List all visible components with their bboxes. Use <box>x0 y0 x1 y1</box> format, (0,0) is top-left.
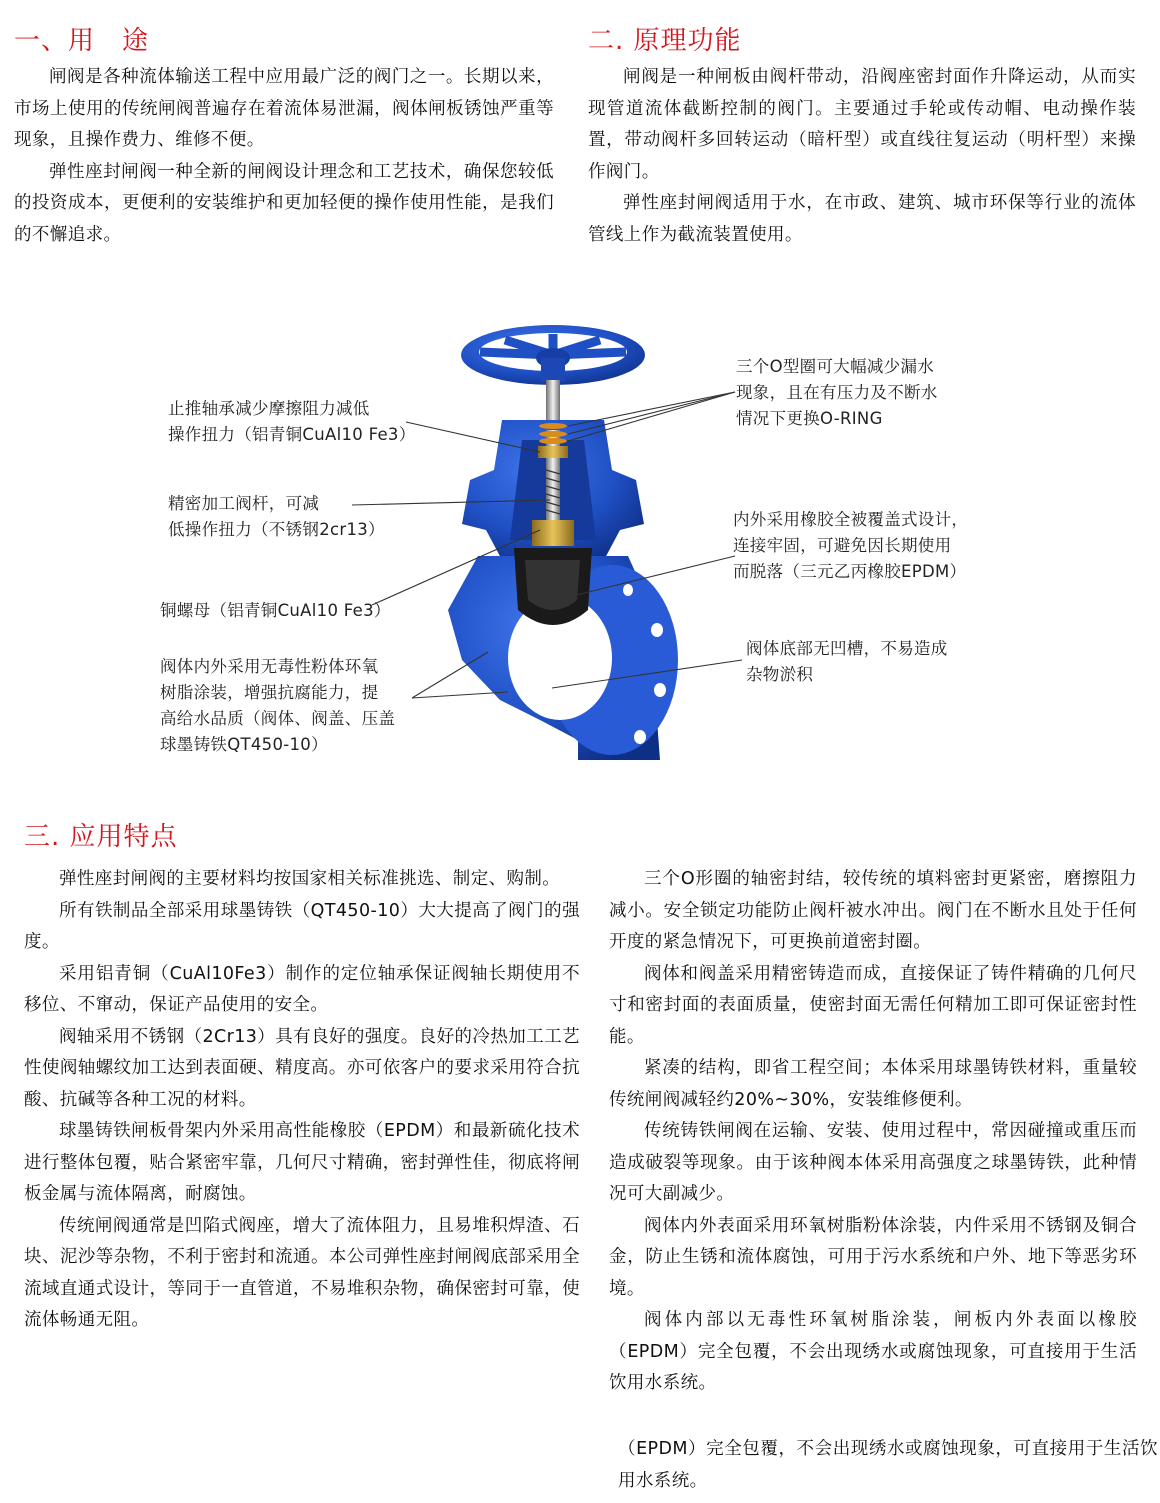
footer-note <box>618 1434 1158 1497</box>
footer-text: （EPDM）完全包覆，不会出现绣水或腐蚀现象，可直接用于生活饮用水系统。 <box>618 1439 1158 1491</box>
principle-paragraph: 弹性座封闸阀适用于水，在市政、建筑、城市环保等行业的流体管线上作为截流装置使用。 <box>588 193 1136 245</box>
feature-paragraph: 阀轴采用不锈钢（2Cr13）具有良好的强度。良好的冷热加工工艺性使阀轴螺纹加工达到表面硬、精度高。亦可依客户的要求采用符合抗酸、抗碱等各种工况的材料。 <box>24 1026 580 1110</box>
feature-paragraph: 采用铝青铜（CuAl10Fe3）制作的定位轴承保证阀轴长期使用不移位、不窜动，保证产品使用的安全。 <box>24 963 580 1015</box>
usage-paragraph: 闸阀是各种流体输送工程中应用最广泛的阀门之一。长期以来，市场上使用的传统闸阀普遍存在着流体易泄漏，阀体闸板锈蚀严重等现象，且操作费力、维修不便。 <box>14 67 554 150</box>
callout-line: 精密加工阀杆，可减 <box>168 494 320 513</box>
feature-paragraph: 弹性座封闸阀的主要材料均按国家相关标准挑选、制定、购制。 <box>59 869 561 889</box>
feature-paragraph: 阀体内部以无毒性环氧树脂涂装，闸板内外表面以橡胶（EPDM）完全包覆，不会出现绣水或腐蚀现象，可直接用于生活饮用水系统。 <box>609 1310 1137 1393</box>
callout-line: 球墨铸铁QT450-10） <box>160 735 328 754</box>
callout-line: 连接牢固，可避免因长期使用 <box>733 536 952 555</box>
section-title-usage: 一、用 途 <box>14 26 150 56</box>
callout-line: 铜螺母（铝青铜CuAl10 Fe3） <box>160 601 391 620</box>
bore-opening <box>508 596 612 720</box>
handwheel <box>461 325 645 385</box>
callout-nut <box>160 598 391 624</box>
feature-paragraph: 球墨铸铁闸板骨架内外采用高性能橡胶（EPDM）和最新硫化技术进行整体包覆，贴合紧密牢靠，几何尺寸精确，密封弹性佳，彻底将闸板金属与流体隔离，耐腐蚀。 <box>24 1121 580 1204</box>
features-right-column <box>609 864 1137 1400</box>
callout-o-rings <box>736 354 938 432</box>
bonnet <box>462 420 644 560</box>
feature-paragraph: 传统闸阀通常是凹陷式阀座，增大了流体阻力，且易堆积焊渣、石块、泥沙等杂物，不利于密封和流通。本公司弹性座封闸阀底部采用全流域直通式设计，等同于一直管道，不易堆积杂物，确保密封可靠，使流体畅通无阻。 <box>24 1215 580 1330</box>
callout-bottom <box>746 636 948 688</box>
usage-text <box>14 62 554 251</box>
thrust-bearing <box>538 446 568 458</box>
valve-stem <box>546 380 560 530</box>
principle-text <box>588 62 1136 251</box>
usage-paragraph: 弹性座封闸阀一种全新的闸阀设计理念和工艺技术，确保您较低的投资成本，更便利的安装维护和更加轻便的操作使用性能，是我们的不懈追求。 <box>14 161 554 245</box>
callout-line: 止推轴承减少摩擦阻力减低 <box>168 399 370 418</box>
callout-line: 操作扭力（铝青铜CuAl10 Fe3） <box>168 425 416 444</box>
callout-line: 现象，且在有压力及不断水 <box>736 383 938 402</box>
features-left-column <box>24 864 580 1337</box>
callout-stem <box>168 491 385 543</box>
valve-body <box>448 556 660 760</box>
feature-paragraph: 传统铸铁闸阀在运输、安装、使用过程中，常因碰撞或重压而造成破裂等现象。由于该种阀本体采用高强度之球墨铸铁，此种情况可大副减少。 <box>609 1121 1137 1204</box>
feature-paragraph: 紧凑的结构，即省工程空间；本体采用球墨铸铁材料，重量较传统闸阀减轻约20%~30%，安装维修便利。 <box>609 1058 1137 1110</box>
brass-nut <box>532 520 574 546</box>
callout-line: 树脂涂装，增强抗腐能力，提 <box>160 683 379 702</box>
callout-line: 低操作扭力（不锈钢2cr13） <box>168 520 385 539</box>
callout-line: 情况下更换O-RING <box>736 409 883 428</box>
principle-paragraph: 闸阀是一种闸板由阀杆带动，沿阀座密封面作升降运动，从而实现管道流体截断控制的阀门。主要通过手轮或传动帽、电动操作装置，带动阀杆多回转运动（暗杆型）或直线往复运动（明杆型）来操作阀门。 <box>588 67 1136 182</box>
callout-thrust-bearing <box>168 396 416 448</box>
callout-line: 阀体内外采用无毒性粉体环氧 <box>160 657 379 676</box>
callout-line: 内外采用橡胶全被覆盖式设计， <box>733 510 969 529</box>
callout-coating <box>160 654 395 758</box>
feature-paragraph: 三个O形圈的轴密封结，较传统的填料密封更紧密，磨擦阻力减小。安全锁定功能防止阀杆被水冲出。阀门在不断水且处于任何开度的紧急情况下，可更换前道密封圈。 <box>609 869 1137 952</box>
flange <box>546 565 678 755</box>
rubber-gate <box>514 548 592 625</box>
callout-line: 三个O型圈可大幅减少漏水 <box>736 357 935 376</box>
feature-paragraph: 所有铁制品全部采用球墨铸铁（QT450-10）大大提高了阀门的强度。 <box>24 900 580 952</box>
callout-rubber <box>733 507 968 585</box>
callout-line: 高给水品质（阀体、阀盖、压盖 <box>160 709 396 728</box>
callout-line: 杂物淤积 <box>746 665 814 684</box>
feature-paragraph: 阀体和阀盖采用精密铸造而成，直接保证了铸件精确的几何尺寸和密封面的表面质量，使密封面无需任何精加工即可保证密封性能。 <box>609 963 1137 1047</box>
section-title-principle: 二. 原理功能 <box>588 26 742 56</box>
section-title-features: 三. 应用特点 <box>24 822 178 852</box>
feature-paragraph: 阀体内外表面采用环氧树脂粉体涂装，内件采用不锈钢及铜合金，防止生锈和流体腐蚀，可用于污水系统和户外、地下等恶劣环境。 <box>609 1215 1137 1299</box>
callout-line: 而脱落（三元乙丙橡胶EPDM） <box>733 562 967 581</box>
callout-line: 阀体底部无凹槽，不易造成 <box>746 639 948 658</box>
